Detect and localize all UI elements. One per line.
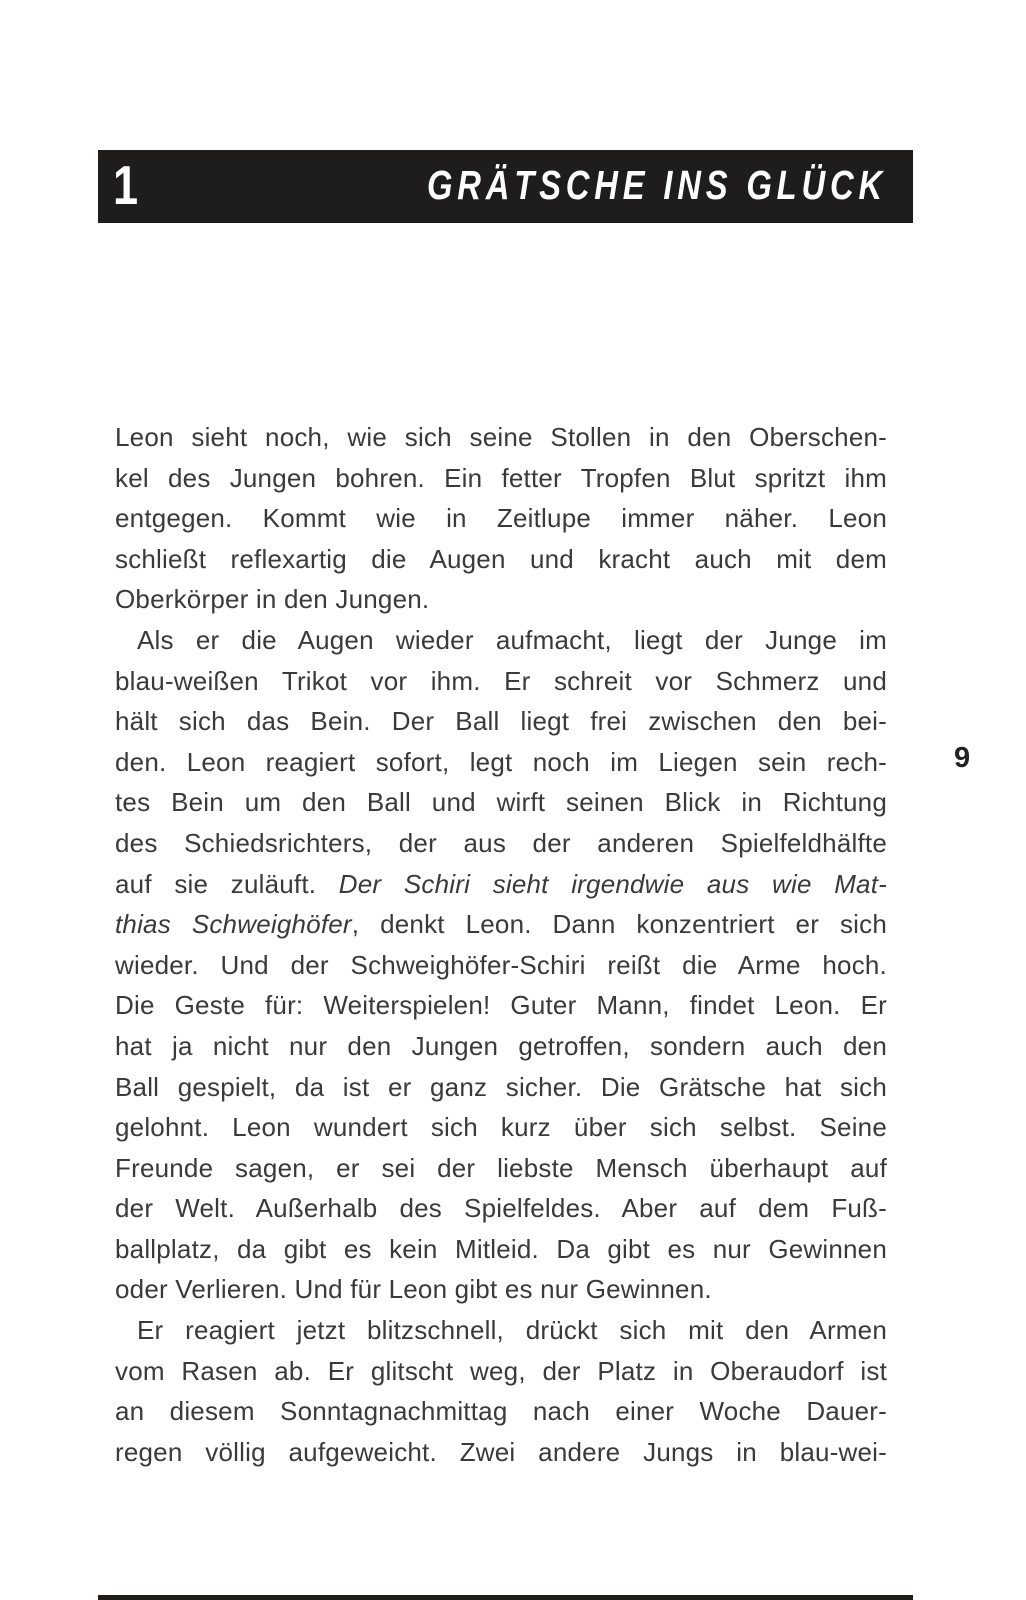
body-text-segment: des Schiedsrichters, der aus der anderen Spielfeldhälfte xyxy=(115,827,887,858)
body-text-segment: Oberkörper in den Jungen. xyxy=(115,584,430,615)
body-text-line xyxy=(115,1107,887,1148)
body-text-segment: kel des Jungen bohren. Ein fetter Tropfen Blut spritzt ihm xyxy=(115,462,887,493)
body-text-line xyxy=(115,458,887,499)
body-text-line xyxy=(115,1351,887,1392)
body-text-line xyxy=(115,1026,887,1067)
body-text-line xyxy=(115,904,887,945)
body-text-block xyxy=(115,417,887,1472)
chapter-title: GRÄTSCHE INS GLÜCK xyxy=(427,162,887,208)
body-text-italic-segment: Der Schiri sieht irgendwie aus wie Mat- xyxy=(338,868,887,899)
body-text-segment: hat ja nicht nur den Jungen getroffen, sondern auch den xyxy=(115,1030,887,1061)
body-text-segment: Ball gespielt, da ist er ganz sicher. Die Grätsche hat sich xyxy=(115,1071,887,1102)
body-text-segment: vom Rasen ab. Er glitscht weg, der Platz in Oberaudorf ist xyxy=(115,1355,887,1386)
body-text-line xyxy=(115,1391,887,1432)
body-text-line xyxy=(115,701,887,742)
body-text-segment: blau-weißen Trikot vor ihm. Er schreit vor Schmerz und xyxy=(115,665,887,696)
body-text-segment: der Welt. Außerhalb des Spielfeldes. Aber auf dem Fuß- xyxy=(115,1193,887,1224)
body-text-segment: hält sich das Bein. Der Ball liegt frei zwischen den bei- xyxy=(115,706,887,737)
body-text-line xyxy=(115,823,887,864)
body-text-line xyxy=(115,1067,887,1108)
body-text-segment: Als er die Augen wieder aufmacht, liegt der Junge im xyxy=(137,624,887,655)
body-text-line xyxy=(115,539,887,580)
body-text-segment: Leon sieht noch, wie sich seine Stollen in den Oberschen- xyxy=(115,422,887,452)
body-text-line xyxy=(115,864,887,905)
body-text-line xyxy=(115,620,887,661)
body-text-segment: entgegen. Kommt wie in Zeitlupe immer näher. Leon xyxy=(115,503,887,534)
body-text-line xyxy=(115,945,887,986)
chapter-header-bar xyxy=(98,150,913,223)
body-text-line xyxy=(115,985,887,1026)
body-text-line xyxy=(115,498,887,539)
body-text-segment: auf sie zuläuft. xyxy=(115,868,339,899)
body-text-segment: Freunde sagen, er sei der liebste Mensch überhaupt auf xyxy=(115,1152,887,1183)
body-text-segment: tes Bein um den Ball und wirft seinen Blick in Richtung xyxy=(115,787,887,818)
body-text-line xyxy=(115,1432,887,1473)
body-text-line xyxy=(115,782,887,823)
body-text-segment: regen völlig aufgeweicht. Zwei andere Jungs in blau-wei- xyxy=(115,1436,887,1467)
body-text-segment: wieder. Und der Schweighöfer-Schiri reißt die Arme hoch. xyxy=(115,949,887,980)
body-text-segment: Er reagiert jetzt blitzschnell, drückt sich mit den Armen xyxy=(137,1315,887,1346)
body-text-line xyxy=(115,1269,887,1310)
body-text-italic-segment: thias Schweighöfer xyxy=(115,909,352,940)
page-number: 9 xyxy=(954,742,971,774)
body-text-segment: an diesem Sonntagnachmittag nach einer Woche Dauer- xyxy=(115,1396,887,1427)
body-text-segment: Die Geste für: Weiterspielen! Guter Mann, findet Leon. Er xyxy=(115,990,887,1021)
body-text-line xyxy=(115,1188,887,1229)
body-text-line xyxy=(115,742,887,783)
body-text-segment: , denkt Leon. Dann konzentriert er sich xyxy=(351,909,888,940)
body-text-line xyxy=(115,417,887,458)
body-text-segment: den. Leon reagiert sofort, legt noch im Liegen sein rech- xyxy=(115,746,887,777)
body-text-segment: oder Verlieren. Und für Leon gibt es nur Gewinnen. xyxy=(115,1274,712,1305)
body-text-line xyxy=(115,1310,887,1351)
chapter-number: 1 xyxy=(113,153,139,216)
body-text-line xyxy=(115,579,887,620)
body-text-segment: schließt reflexartig die Augen und kracht auch mit dem xyxy=(115,543,887,574)
body-text-segment: gelohnt. Leon wundert sich kurz über sich selbst. Seine xyxy=(115,1112,887,1143)
body-text-line xyxy=(115,1148,887,1189)
body-text-line xyxy=(115,1229,887,1270)
body-text-segment: ballplatz, da gibt es kein Mitleid. Da gibt es nur Gewinnen xyxy=(115,1233,887,1264)
body-text-line xyxy=(115,661,887,702)
next-chapter-bar-sliver xyxy=(98,1595,913,1600)
